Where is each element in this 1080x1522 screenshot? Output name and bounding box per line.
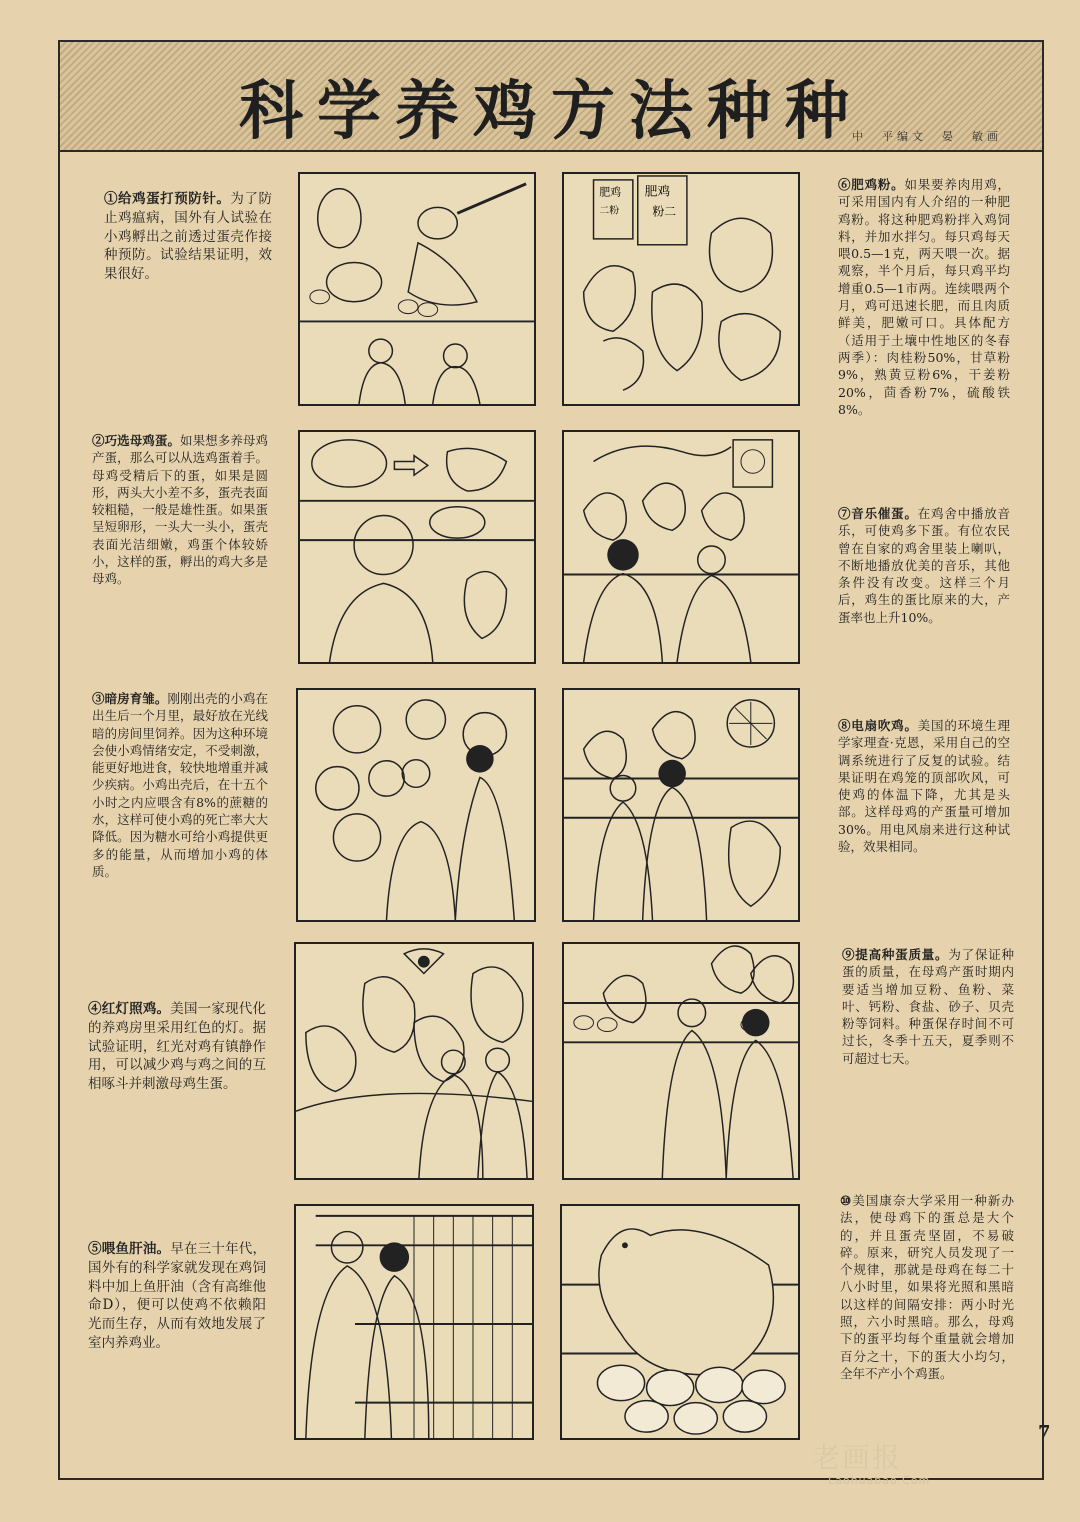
watermark-url: Laohuabao.Com [828, 1474, 931, 1487]
section-7 [838, 505, 1010, 626]
section-body: 美国康奈大学采用一种新办法，使母鸡下的蛋总是大个的，并且蛋壳坚固，不易破碎。原来，研究人员发现了一个规律，那就是母鸡在每二十八小时里，如果将光照和黑暗以这样的间隔安排：两小时光照，六小时黑暗。那么，母鸡下的蛋平均每个重量就会增加百分之十，下的蛋大小均匀，全年不产小个鸡蛋。 [840, 1193, 1014, 1381]
section-body: 早在三十年代，国外有的科学家就发现在鸡饲料中加上鱼肝油（含有高维他命D），便可以使鸡不依赖阳光而生存，从而有效地发展了室内养鸡业。 [88, 1241, 266, 1351]
fattening-powder-illustration [564, 174, 798, 404]
section-body: 如果想多养母鸡产蛋，那么可以从选鸡蛋着手。母鸡受精后下的蛋，如果是圆形，两头大小差不多，蛋壳表面较粗糙，一般是雄性蛋。如果蛋呈短卵形，一头大一头小，蛋壳表面光洁细嫩，鸡蛋个体较娇小，这样的蛋，孵出的鸡大多是母鸡。 [92, 433, 268, 587]
section-heading: ⑤喂鱼肝油。 [88, 1241, 171, 1257]
section-5 [88, 1240, 266, 1353]
section-heading: ③暗房育雏。 [92, 691, 168, 706]
section-6 [838, 176, 1010, 418]
illustration-panel-1 [298, 172, 536, 406]
hen-with-eggs-illustration [562, 1206, 798, 1438]
section-heading: ④红灯照鸡。 [88, 1001, 171, 1017]
section-heading: ⑦音乐催蛋。 [838, 506, 918, 521]
section-heading: ①给鸡蛋打预防针。 [104, 191, 231, 207]
breeding-eggs-illustration [564, 944, 798, 1178]
section-8 [838, 717, 1010, 855]
title-banner [60, 42, 1042, 152]
illustration-panel-3 [296, 688, 536, 922]
section-heading: ②巧选母鸡蛋。 [92, 433, 181, 448]
section-body: 美国的环境生理学家理查·克恩，采用自己的空调系统进行了反复的试验。结果证明在鸡笼的顶部吹风，可使鸡的体温下降，尤其是头部。这样母鸡的产蛋量可增加30%。用电风扇来进行这种试验，效果相同。 [838, 718, 1010, 855]
sack-label: 二粉 [599, 205, 620, 217]
fish-oil-cage-illustration [296, 1206, 532, 1438]
section-heading: ⑧电扇吹鸡。 [838, 718, 918, 733]
section-1 [104, 190, 272, 284]
section-body: 刚刚出壳的小鸡在出生后一个月里，最好放在光线暗的房间里饲养。因为这种环境会使小鸡情绪安定，不受刺激，能更好地进食，较快地增重并减少疾病。小鸡出壳后，在十五个小时之内应喂含有8%的蔗糖的水，这样可使小鸡的死亡率大大降低。因为糖水可给小鸡提供更多的能量，从而增加小鸡的体质。 [92, 691, 268, 879]
section-heading: ⑨提高种蛋质量。 [842, 947, 949, 962]
section-3 [92, 690, 268, 880]
illustration-panel-9 [562, 942, 800, 1180]
illustration-panel-8 [562, 688, 800, 922]
dark-room-chicks-illustration [298, 690, 534, 920]
selecting-eggs-illustration [300, 432, 534, 662]
section-body: 如果要养肉用鸡，可采用国内有人介绍的一种肥鸡粉。将这种肥鸡粉拌入鸡饲料，并加水拌匀。每只鸡每天喂0.5—1克，两天喂一次。据观察，半个月后，每只鸡平均增重0.5—1市两。连续喂两个月，鸡可迅速长肥，而且肉质鲜美，肥嫩可口。具体配方（适用于土壤中性地区的冬春两季）：肉桂粉50%，甘草粉9%，熟黄豆粉6%，干姜粉20%，茴香粉7%，硫酸铁8%。 [838, 177, 1010, 417]
vaccinating-eggs-illustration [300, 174, 534, 404]
red-lamp-illustration [296, 944, 532, 1178]
section-heading: ⑥肥鸡粉。 [838, 177, 905, 192]
illustration-panel-6 [562, 172, 800, 406]
section-body: 在鸡舍中播放音乐，可使鸡多下蛋。有位农民曾在自家的鸡舍里装上喇叭，不断地播放优美的音乐，其他条件没有改变。这样三个月后，鸡生的蛋比原来的大，产蛋率也上升10%。 [838, 506, 1010, 625]
illustration-panel-4 [294, 942, 534, 1180]
sack-label: 粉二 [652, 204, 677, 219]
electric-fan-illustration [564, 690, 798, 920]
section-body: 为了保证种蛋的质量，在母鸡产蛋时期内要适当增加豆粉、鱼粉、菜叶、钙粉、食盐、砂子、贝壳粉等饲料。种蛋保存时间不可过长，冬季十五天，夏季则不可超过七天。 [842, 947, 1014, 1066]
section-9 [842, 946, 1014, 1067]
watermark-logo: 老画报 [812, 1441, 903, 1474]
illustration-panel-5 [294, 1204, 534, 1440]
page-number: 7 [1038, 1422, 1051, 1443]
sack-label: 肥鸡 [644, 184, 671, 200]
illustration-panel-2 [298, 430, 536, 664]
section-10 [840, 1192, 1014, 1382]
music-hens-illustration [564, 432, 798, 662]
page-title: 科学养鸡方法种种 [239, 75, 863, 149]
illustration-panel-7 [562, 430, 800, 664]
section-body: 美国一家现代化的养鸡房里采用红色的灯。据试验证明，红光对鸡有镇静作用，可以减少鸡与鸡之间的互相啄斗并刺激母鸡生蛋。 [88, 1001, 266, 1093]
illustration-panel-10 [560, 1204, 800, 1440]
section-heading: ⑩ [840, 1193, 853, 1208]
section-2 [92, 432, 268, 588]
sack-label: 肥鸡 [599, 185, 622, 199]
section-4 [88, 1000, 266, 1094]
byline: 中 平编文 晏 敏画 [852, 130, 1002, 143]
section-body: 为了防止鸡瘟病，国外有人试验在小鸡孵出之前透过蛋壳作接种预防。试验结果证明，效果很好。 [104, 191, 273, 283]
